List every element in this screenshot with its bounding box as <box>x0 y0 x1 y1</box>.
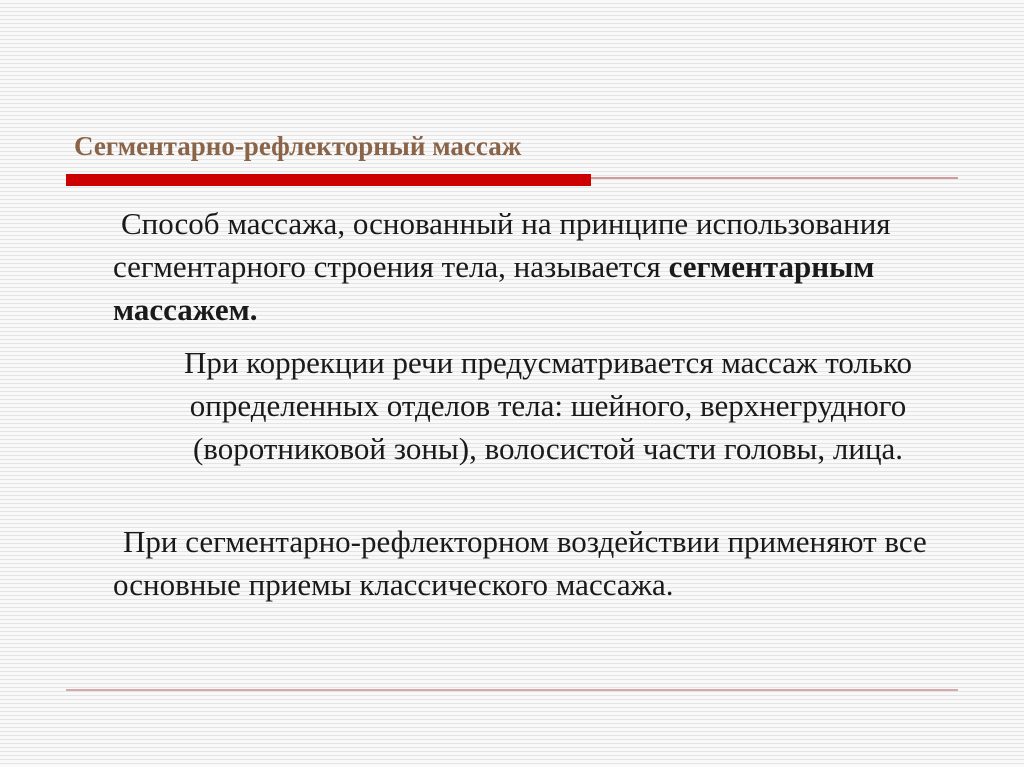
title-thin-rule <box>591 177 958 179</box>
footer-rule <box>66 689 958 691</box>
paragraph-techniques: При сегментарно-рефлекторном воздействии применяют все основные приемы классического массажа. <box>113 524 927 602</box>
paragraph-definition <box>113 202 933 331</box>
slide-title: Сегментарно-рефлекторный массаж <box>74 131 522 161</box>
paragraph-definition-term: сегментарным массажем. <box>113 249 875 327</box>
paragraph-definition-text: Способ массажа, основанный на принципе использования сегментарного строения тела, называется <box>113 206 891 284</box>
title-accent-bar <box>66 174 591 186</box>
paragraph-speech-correction: При коррекции речи предусматривается массаж только определенных отделов тела: шейного, верхнегрудного (воротниковой зоны), волосистой части головы, лица. <box>183 345 913 466</box>
